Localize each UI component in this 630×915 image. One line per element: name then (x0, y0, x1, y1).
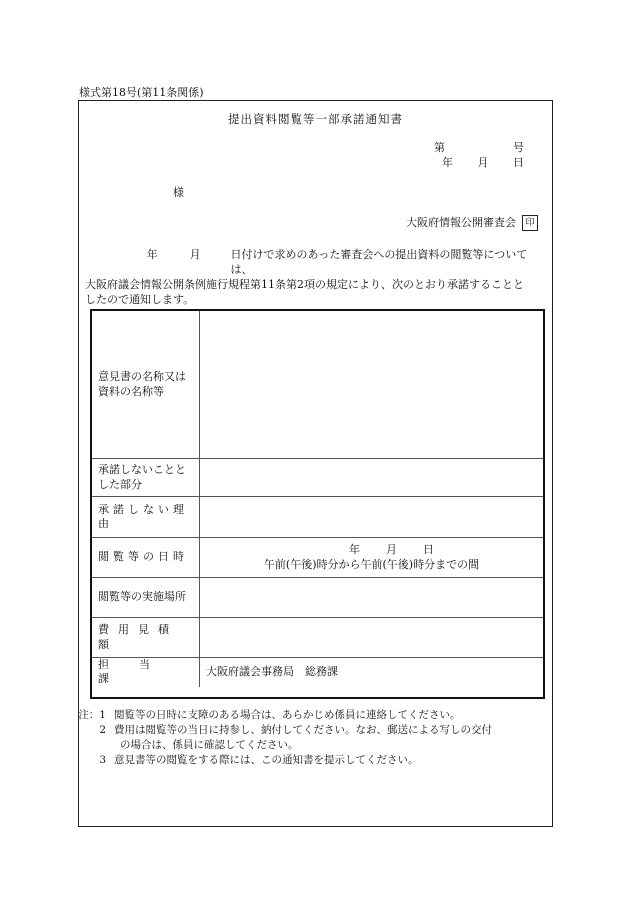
label-dept: 担当課 (92, 658, 200, 687)
body-month: 月 (189, 248, 201, 261)
year-label: 年 (442, 156, 453, 169)
note-2 (78, 723, 492, 738)
seal-stamp: 印 (522, 215, 538, 231)
row-datetime (92, 538, 543, 578)
dt-year: 年 (349, 543, 360, 557)
row-place (92, 578, 543, 618)
issuer-name: 大阪府情報公開審査会 (406, 215, 516, 229)
go-label: 号 (513, 141, 524, 154)
body-year: 年 (146, 248, 158, 261)
row-opinion-name (92, 311, 543, 459)
note-2-number: 2 (99, 724, 106, 736)
note-1-text: 閲覧等の日時に支障のある場合は、あらかじめ係員に連絡してください。 (114, 709, 461, 721)
dt-day: 日 (423, 543, 434, 557)
day-label: 日 (513, 156, 524, 169)
document-number-date (434, 141, 524, 171)
label-place: 閲覧等の実施場所 (92, 578, 200, 617)
body-line-1 (85, 247, 548, 277)
dt-ji-1: 時 (316, 557, 328, 571)
note-3 (78, 753, 492, 768)
note-3-number: 3 (99, 754, 106, 766)
details-table (90, 309, 545, 699)
row-dept (92, 658, 543, 687)
row-cost (92, 618, 543, 658)
month-label: 月 (477, 156, 489, 169)
notes (78, 708, 492, 768)
label-not-approved-part: 承諾しないことと した部分 (92, 459, 200, 496)
body-text (85, 247, 548, 307)
value-dept: 大阪府議会事務局 総務課 (206, 665, 338, 679)
note-2-continued: の場合は、係員に確認してください。 (120, 739, 299, 751)
label-opinion-name: 意見書の名称又は資料の名称等 (92, 311, 200, 458)
dai-label: 第 (434, 141, 445, 154)
issuer-block (406, 215, 538, 231)
note-3-text: 意見書等の閲覧をする際には、この通知書を提示してください。 (114, 754, 419, 766)
value-cost (200, 618, 543, 657)
addressee-suffix: 様 (173, 186, 184, 199)
body-line-3: したので通知します。 (85, 293, 195, 306)
dt-ampm-1: 午前(午後) (263, 557, 317, 571)
body-line-2: 大阪府議会情報公開条例施行規程第11条第2項の規定により、次のとおり承諾することと (85, 278, 524, 291)
note-prefix: 注：1 (78, 709, 106, 721)
label-datetime: 閲覧等の日時 (92, 538, 200, 577)
value-opinion-name (200, 311, 543, 458)
dt-fun-kara: 分から午前(午後) (327, 557, 414, 571)
dt-ji-2: 時 (413, 557, 425, 571)
value-datetime (200, 538, 543, 577)
body-line1-rest: 日付けで求めのあった審査会への提出資料の閲覧等については、 (230, 248, 528, 276)
label-reason: 承諾しない理由 (92, 497, 200, 537)
note-2-text-a: 費用は閲覧等の当日に持参し、納付してください。なお、郵送による写しの交付 (114, 724, 492, 736)
dt-fun-made: 分までの間 (424, 557, 480, 571)
value-not-approved-part (200, 459, 543, 496)
form-number-label: 様式第18号(第11条関係) (79, 86, 204, 99)
row-reason (92, 497, 543, 538)
note-1 (78, 708, 492, 723)
value-place (200, 578, 543, 617)
value-reason (200, 497, 543, 537)
label-cost: 費用見積額 (92, 618, 200, 657)
dt-month: 月 (386, 543, 397, 557)
document-date-row (434, 156, 524, 171)
document-title: 提出資料閲覧等一部承諾通知書 (228, 112, 403, 126)
row-not-approved-part (92, 459, 543, 497)
document-number-row (434, 141, 524, 156)
